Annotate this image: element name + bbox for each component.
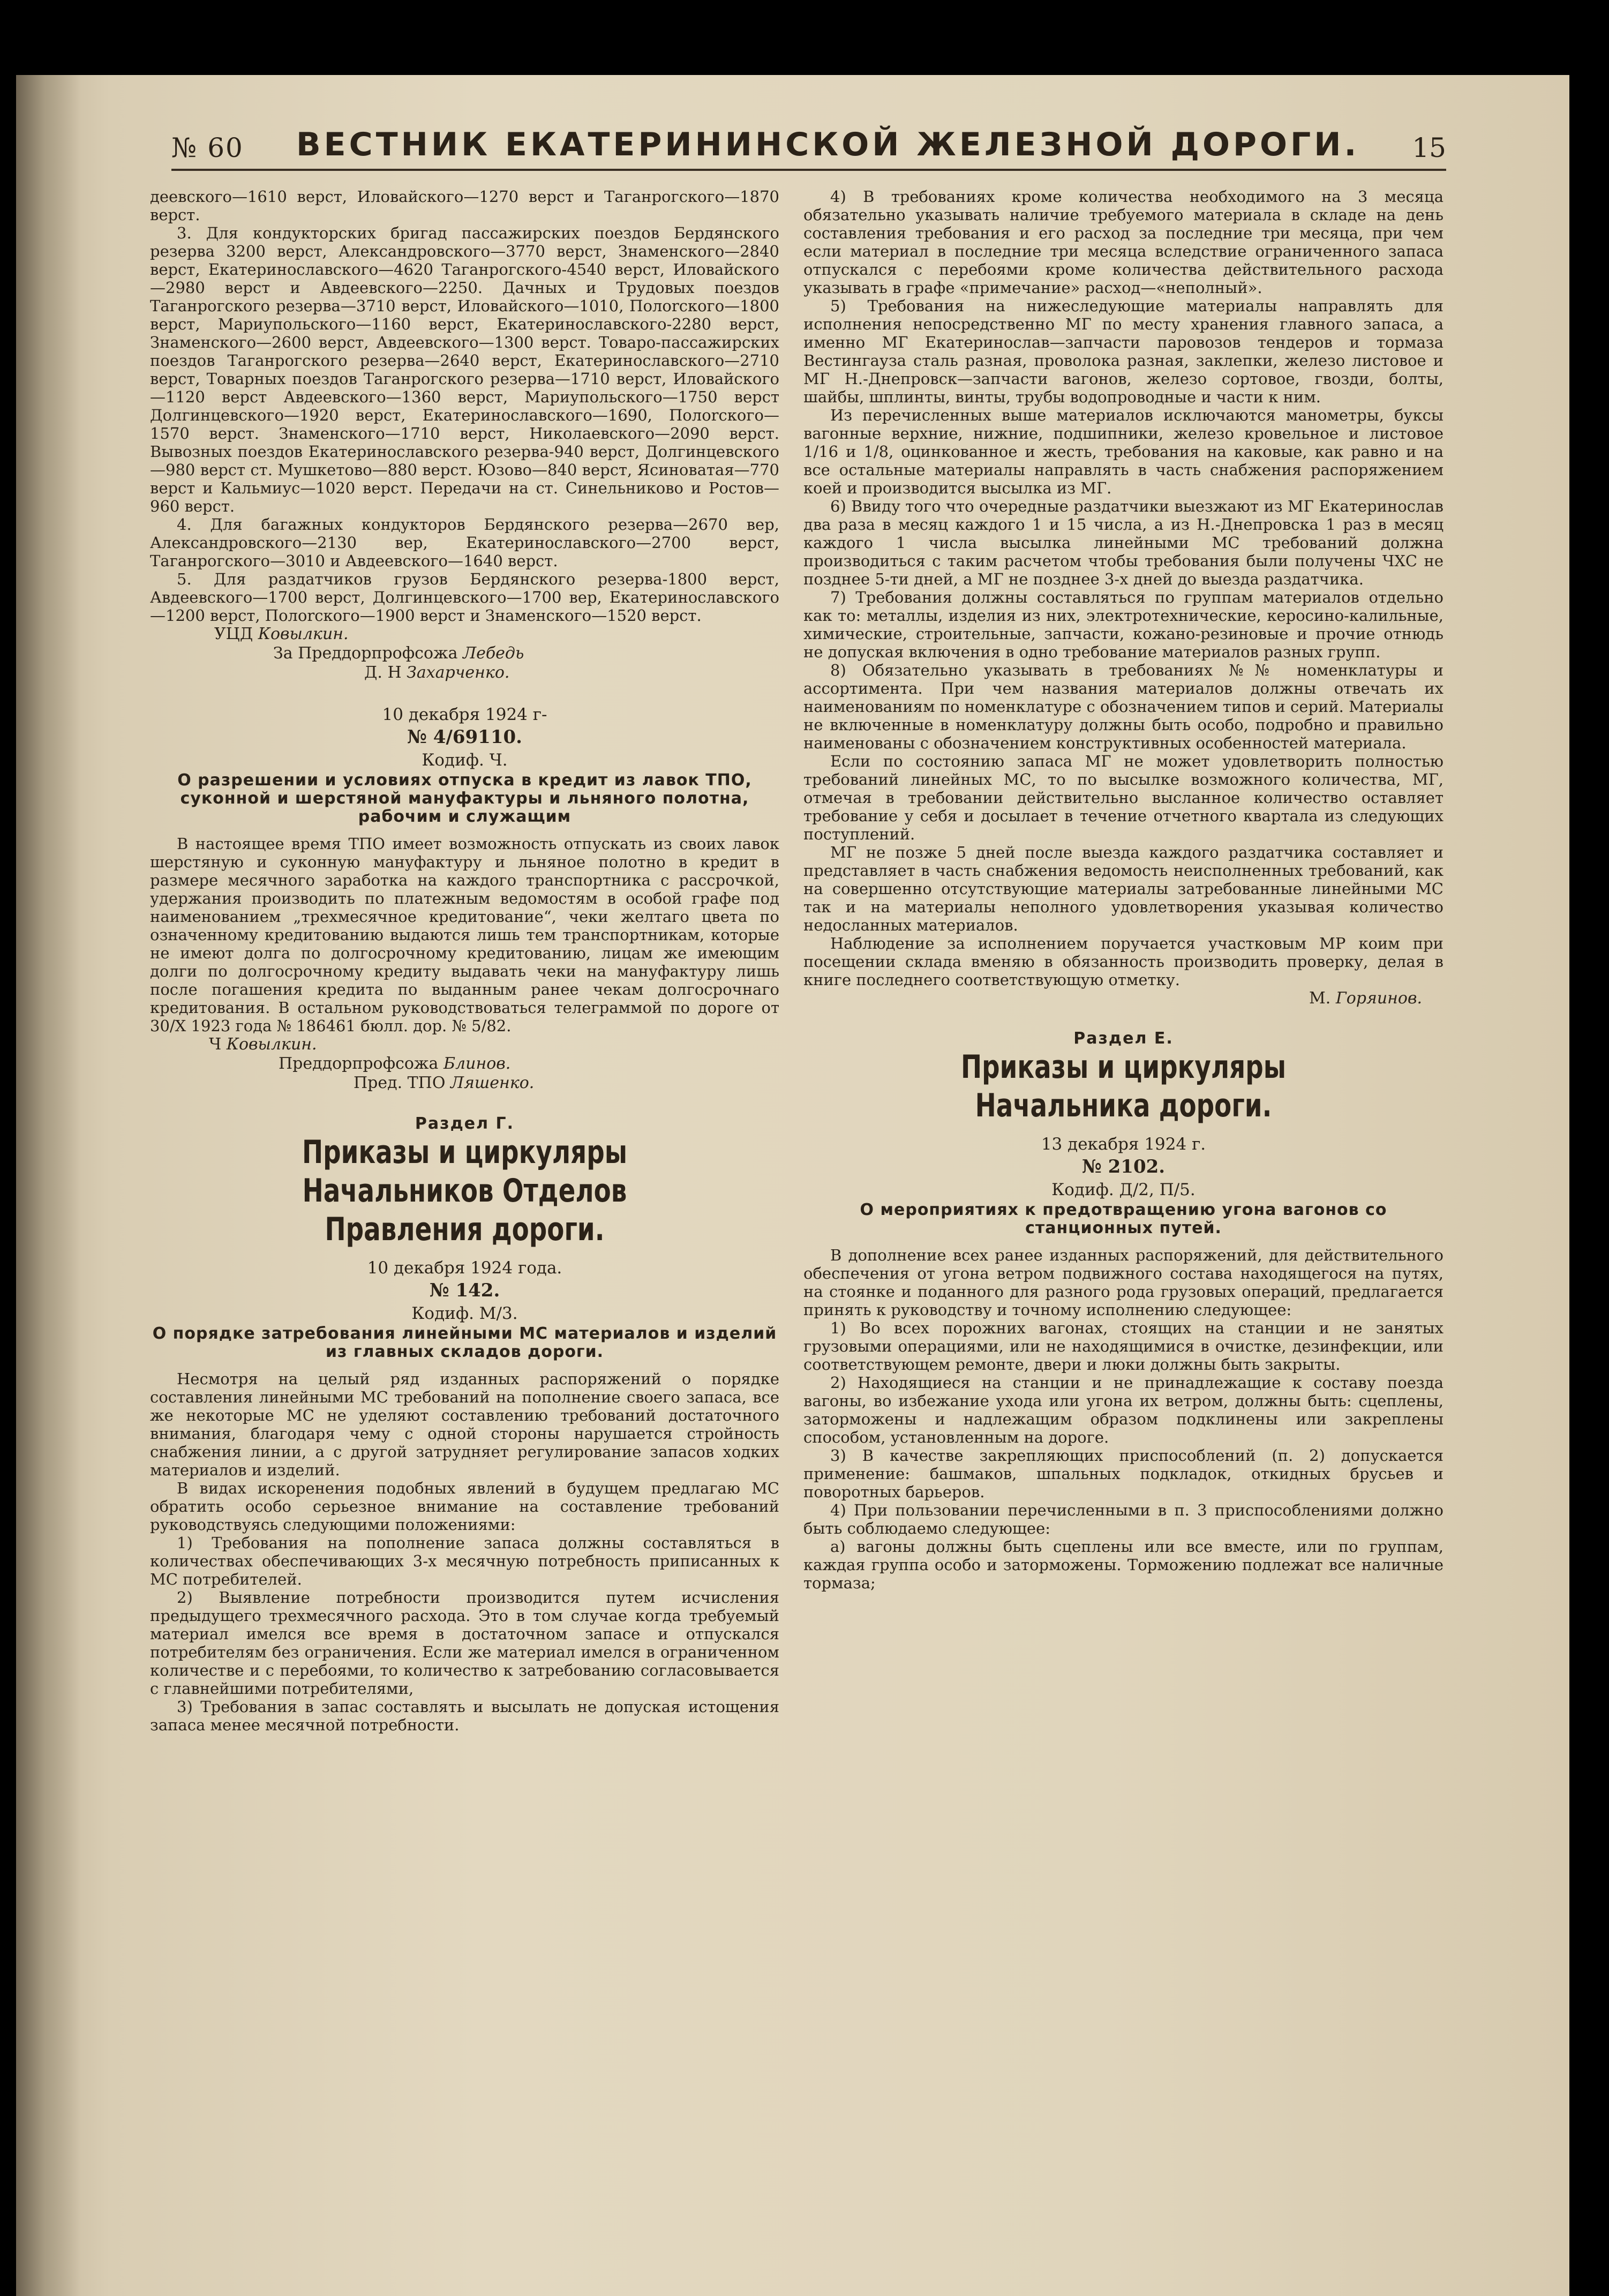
paragraph: В дополнение всех ранее изданных распоряжений, для действительного обеспечения от угона ветром подвижного состава находящегося на путях, на стоянке и поданного для разного рода грузовых операций, предлагается принять к руководству и точному исполнению следующее: xyxy=(803,1246,1443,1319)
list-item: 1) Во всех порожних вагонах, стоящих на станции и не занятых грузовыми операциями, или не находящимися в очистке, дезинфекции, или соответствующем ремонте, двери и люки должны быть закрыты. xyxy=(803,1319,1443,1374)
section-label: Раздел Е. xyxy=(1073,1029,1174,1048)
signature-role: Ч xyxy=(209,1035,222,1054)
order-heading: О порядке затребования линейными МС материалов и изделий из главных складов дороги. xyxy=(152,1324,777,1361)
paragraph: 3. Для кондукторских бригад пассажирских поездов Бердянского резерва 3200 верст, Александровского—3770 верст, Знаменского—2840 верст, Екатеринославского—4620 Таганрогского-4540 верст, Иловайского—2980 верст и Авдеевского—2250. Дачных и Трудовых поездов Таганрогского резерва—3710 верст, Иловайского—1010, Полоrского—1800 верст, Мариупольского—1160 верст, Екатеринославского-2280 верст, Знаменского—2600 верст, Авдеевского—1300 верст. Товаро-пассажирских поездов Таганрогского резерва—2640 верст, Екатеринославского—2710 верст, Товарных поездов Таганрогского резерва—1710 верст, Иловайского—1120 верст Авдеевского—1360 верст, Мариупольского—1750 верст Долгинцевского—1920 верст, Екатеринославского—1690, Полоrского—1570 верст. Знаменского—1710 верст, Николаевского—2090 верст. Вывозных поездов Екатеринославского резерва-940 верст, Долгинцевского—980 верст ст. Мушкетово—880 верст. Юзово—840 верст, Ясиноватая—770 верст и Кальмиус—1020 верст. Передачи на ст. Синельниково и Ростов—960 верст. xyxy=(150,224,779,515)
binding-spine xyxy=(16,75,80,2296)
signature-role: Пред. ТПО xyxy=(354,1074,446,1092)
signature-line xyxy=(150,1054,779,1074)
order-codification: Кодиф. Д/2, П/5. xyxy=(1051,1180,1196,1199)
signature-role: УЦД xyxy=(214,625,253,643)
list-item: 5) Требования на нижеследующие материалы направлять для исполнения непосредственно МГ по месту хранения главного запаса, а именно МГ Екатеринослав—запчасти паровозов тендеров и тормаза Вестингауза сталь разная, проволока разная, заклепки, железо листовое и МГ Н.-Днепровск—запчасти вагонов, железо сортовое, гвозди, болты, шайбы, шплинты, винты, трубы водопроводные и части к ним. xyxy=(803,297,1443,406)
page-number: 15 xyxy=(1412,132,1446,163)
order-date: 10 декабря 1924 г- xyxy=(382,705,547,724)
signature-line xyxy=(150,1035,779,1054)
paragraph: деевского—1610 верст, Иловайского—1270 верст и Таганрогского—1870 верст. xyxy=(150,187,779,224)
list-item: 1) Требования на пополнение запаса должны составляться в количествах обеспечивающих 3-х месячную потребность приписанных к МС потребителей. xyxy=(150,1534,779,1588)
signature-name: Ковылкин. xyxy=(226,1035,317,1054)
signature-role: Преддорпрофсожа xyxy=(279,1054,439,1073)
paragraph: Если по состоянию запаса МГ не может удовлетворить полностью требований линейных МС, то по высылке возможного количества, МГ, отмечая в требовании действительно высланное количество оставляет требование у себя и досылает в течение отчетного квартала из следующих поступлений. xyxy=(803,752,1443,843)
signature-line xyxy=(150,644,779,663)
section-title: Приказы и циркуляры Начальников Отделов Правления дороги. xyxy=(302,1134,628,1248)
order-number: № 2102. xyxy=(1081,1156,1166,1177)
signature-name: Ковылкин. xyxy=(258,625,349,643)
right-column xyxy=(803,187,1443,1592)
list-item: 3) Требования в запас составлять и высылать не допуская истощения запаса менее месячной потребности. xyxy=(150,1698,779,1734)
page-header xyxy=(171,126,1446,171)
signature-line xyxy=(150,1074,779,1093)
order-codification: Кодиф. М/3. xyxy=(411,1304,518,1323)
paragraph: МГ не позже 5 дней после выезда каждого раздатчика составляет и представляет в часть снабжения ведомость неисполненных требований, как на совершенно отсутствующие материалы затребованные линейными МС так и на материалы неполного удовлетворения указывая количество недосланных материалов. xyxy=(803,843,1443,934)
list-item: 6) Ввиду того что очередные раздатчики выезжают из МГ Екатеринослав два раза в месяц каждого 1 и 15 числа, а из Н.-Днепровска 1 раз в месяц каждого 1 числа высылка линейными МС требований должна производиться с таким расчетом чтобы требования были получены ЧХС не позднее 5-ти дней, а МГ не позднее 3-х дней до выезда раздатчика. xyxy=(803,497,1443,588)
order-number: № 4/69110. xyxy=(407,726,522,748)
list-item: 7) Требования должны составляться по группам материалов отдельно как то: металлы, изделия из них, электротехнические, керосино-калильные, химические, строительные, запчасти, кожано-резиновые и прочие отнюдь не допуская включения в одно требование материалов разных групп. xyxy=(803,588,1443,661)
paragraph: 4. Для багажных кондукторов Бердянского резерва—2670 вер, Александровского—2130 вер, Екатеринославского—2700 верст, Таганрогского—3010 и Авдеевского—1640 верст. xyxy=(150,515,779,570)
order-heading: О разрешении и условиях отпуска в кредит из лавок ТПО, суконной и шерстяной мануфактуры и льняного полотна, рабочим и служащим xyxy=(177,771,752,826)
order-number: № 142. xyxy=(429,1280,500,1301)
signature-name: Захарченко. xyxy=(407,663,510,682)
left-column xyxy=(150,187,779,1734)
signature-line xyxy=(150,625,779,644)
section-title: Приказы и циркуляры Начальника дороги. xyxy=(960,1048,1287,1124)
section-label: Раздел Г. xyxy=(415,1114,515,1133)
order-date: 10 декабря 1924 года. xyxy=(367,1258,562,1278)
signature-name: Блинов. xyxy=(443,1054,511,1073)
order-codification: Кодиф. Ч. xyxy=(422,751,508,770)
list-item: 2) Находящиеся на станции и не принадлежащие к составу поезда вагоны, во избежание ухода или угона их ветром, должны быть: сцеплены, заторможены и надлежащим образом подклинены или закреплены способом, установленным на дороге. xyxy=(803,1374,1443,1446)
paragraph: Наблюдение за исполнением поручается участковым МР коим при посещении склада вменяю в обязанность производить проверку, делая в книге последнего соответствующую отметку. xyxy=(803,934,1443,989)
signature-name: Лебедь xyxy=(463,644,524,663)
signature-role: М. xyxy=(1309,989,1331,1008)
newspaper-title: ВЕСТНИК ЕКАТЕРИНИНСКОЙ ЖЕЛЕЗНОЙ ДОРОГИ. xyxy=(296,126,1360,163)
newspaper-page xyxy=(16,75,1569,2296)
list-item: 4) При пользовании перечисленными в п. 3 приспособлениями должно быть соблюдаемо следующее: xyxy=(803,1501,1443,1537)
signature-name: Ляшенко. xyxy=(450,1074,535,1092)
issue-number: № 60 xyxy=(171,132,244,163)
list-item: 3) В качестве закрепляющих приспособлений (п. 2) допускается применение: башмаков, шпальных подкладок, откидных брусьев и поворотных барьеров. xyxy=(803,1446,1443,1501)
list-item: 8) Обязательно указывать в требованиях №№ номенклатуры и ассортимента. При чем названия материалов должны отвечать их наименованиям по номенклатуре с обозначением типов и серий. Материалы не включенные в номенклатуру должны быть особо, подробно и правильно наименованы с обозначением конструктивных особенностей материала. xyxy=(803,661,1443,752)
order-heading: О мероприятиях к предотвращению угона вагонов со станционных путей. xyxy=(860,1200,1387,1237)
signature-line xyxy=(150,663,779,682)
paragraph: В видах искоренения подобных явлений в будущем предлагаю МС обратить особо серьезное внимание на составление требований руководствуясь следующими положениями: xyxy=(150,1479,779,1534)
signature-role: За Преддорпрофсожа xyxy=(273,644,458,663)
paragraph: Несмотря на целый ряд изданных распоряжений о порядке составления линейными МС требований на пополнение своего запаса, все же некоторые МС не уделяют составлению требований достаточного внимания, благодаря чему с одной стороны нарушается стройность снабжения линии, а с другой затрудняет регулирование запасов ходких материалов и изделий. xyxy=(150,1370,779,1479)
paragraph: В настоящее время ТПО имеет возможность отпускать из своих лавок шерстяную и суконную мануфактуру и льняное полотно в кредит в размере месячного заработка на каждого транспортника с рассрочкой, удержания производить по платежным ведомостям в особой графе под наименованием „трехмесячное кредитование“, чеки желтаго цвета по означенному кредитованию выдаются лишь тем транспортникам, которые не имеют долга по долгосрочному кредитованию, лицам же имеющим долги по долгосрочному кредиту выдавать чеки на мануфактуру лишь после погашения кредита по выданным ранее чекам долгосрочнаго кредитования. В остальном руководствоваться телеграммой по дороге от 30/X 1923 года № 186461 бюлл. дор. № 5/82. xyxy=(150,835,779,1035)
signature-line xyxy=(803,989,1443,1008)
paragraph: 5. Для раздатчиков грузов Бердянского резерва-1800 верст, Авдеевского—1700 верст, Долгинцевского—1700 вер, Екатеринославского—1200 верст, Полоrского—1900 верст и Знаменского—1520 верст. xyxy=(150,570,779,625)
list-item: а) вагоны должны быть сцеплены или все вместе, или по группам, каждая группа особо и заторможены. Торможению подлежат все наличные тормаза; xyxy=(803,1537,1443,1592)
paragraph: Из перечисленных выше материалов исключаются манометры, буксы вагонные верхние, нижние, подшипники, железо кровельное и листовое 1/16 и 1/8, оцинкованное и жесть, требования на каковые, как равно и на все остальные материалы направлять в часть снабжения распоряжением коей и производится высылка из МГ. xyxy=(803,406,1443,497)
order-date: 13 декабря 1924 г. xyxy=(1041,1135,1206,1154)
list-item: 2) Выявление потребности производится путем исчисления предыдущего трехмесячного расхода. Это в том случае когда требуемый материал имелся все время в достаточном запасе и отпускался потребителям без ограничения. Если же материал имелся в ограниченном количестве и с перебоями, то количество к затребованию согласовывается с главнейшими потребителями, xyxy=(150,1588,779,1698)
signature-name: Горяинов. xyxy=(1335,989,1422,1008)
signature-role: Д. Н xyxy=(364,663,402,682)
list-item: 4) В требованиях кроме количества необходимого на 3 месяца обязательно указывать наличие требуемого материала в складе на день составления требования и его расход за последние три месяца, при чем если материал в последние три месяца вследствие ограниченного запаса отпускался с перебоями кроме количества действительного расхода указывать в графе «примечание» расход—«неполный». xyxy=(803,187,1443,297)
